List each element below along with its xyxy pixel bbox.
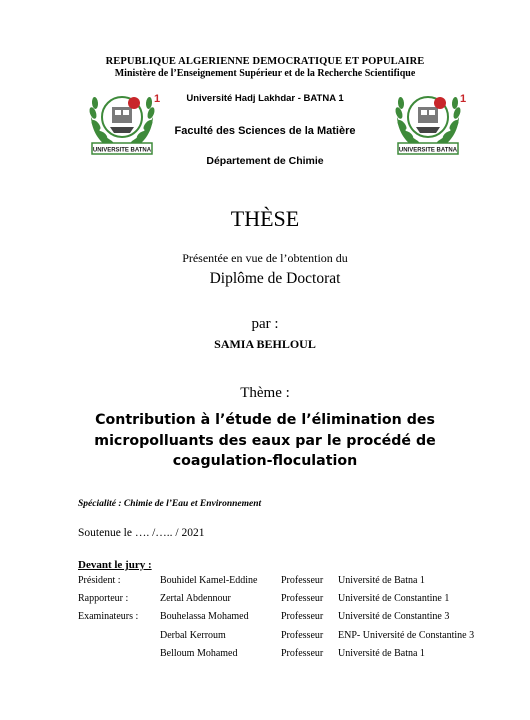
- emblem-number-right: 1: [460, 93, 467, 105]
- jury-institution: Université de Batna 1: [338, 647, 425, 659]
- author-name: SAMIA BEHLOUL: [214, 337, 316, 351]
- university-emblem-right: [388, 83, 468, 163]
- thesis-title-line: Contribution à l’étude de l’élimination des: [95, 412, 435, 428]
- emblem-banner-left: UNIVERSITE BATNA: [92, 147, 152, 154]
- jury-name: Bouhidel Kamel-Eddine: [160, 575, 258, 586]
- university-emblem-icon: [388, 83, 468, 163]
- jury-institution: Université de Constantine 1: [338, 593, 450, 605]
- jury-grade: Professeur: [281, 629, 324, 641]
- emblem-number-left: 1: [154, 93, 161, 105]
- republic-heading: REPUBLIQUE ALGERIENNE DEMOCRATIQUE ET POPULAIRE: [105, 56, 425, 67]
- jury-grade: Professeur: [281, 593, 324, 605]
- jury-role: Rapporteur :: [78, 593, 129, 605]
- jury-role: Président :: [78, 575, 121, 586]
- by-label: par :: [251, 316, 279, 332]
- jury-institution: Université de Batna 1: [338, 575, 425, 586]
- jury-name: Derbal Kerroum: [160, 629, 226, 641]
- presented-for: Présentée en vue de l’obtention du: [182, 251, 348, 265]
- department-name: Département de Chimie: [206, 155, 324, 167]
- ministry-heading: Ministère de l’Enseignement Supérieur et de la Recherche Scientifique: [114, 68, 416, 79]
- theme-label: Thème :: [240, 385, 290, 401]
- diploma-name: Diplôme de Doctorat: [209, 270, 341, 287]
- jury-name: Belloum Mohamed: [160, 647, 238, 659]
- jury-heading: Devant le jury :: [78, 559, 152, 571]
- university-emblem-left: [82, 83, 162, 163]
- thesis-title-line: micropolluants des eaux par le procédé de: [94, 432, 436, 449]
- thesis-title-line: coagulation-floculation: [172, 453, 358, 469]
- jury-grade: Professeur: [281, 575, 324, 586]
- jury-name: Bouhelassa Mohamed: [160, 611, 249, 623]
- university-name: Université Hadj Lakhdar - BATNA 1: [186, 93, 344, 104]
- jury-institution: Université de Constantine 3: [338, 611, 450, 623]
- jury-grade: Professeur: [281, 611, 324, 623]
- thesis-title: [0, 410, 530, 472]
- emblem-banner-right: UNIVERSITE BATNA: [398, 147, 458, 154]
- document-type: THÈSE: [230, 206, 300, 231]
- jury-grade: Professeur: [281, 647, 324, 659]
- university-emblem-icon: [82, 83, 162, 163]
- faculty-name: Faculté des Sciences de la Matière: [174, 125, 356, 137]
- jury-name: Zertal Abdennour: [160, 593, 231, 605]
- speciality: Spécialité : Chimie de l’Eau et Environnement: [78, 499, 262, 509]
- jury-role: Examinateurs :: [78, 611, 139, 623]
- defense-date: Soutenue le …. /….. / 2021: [78, 527, 205, 539]
- jury-institution: ENP- Université de Constantine 3: [338, 629, 475, 641]
